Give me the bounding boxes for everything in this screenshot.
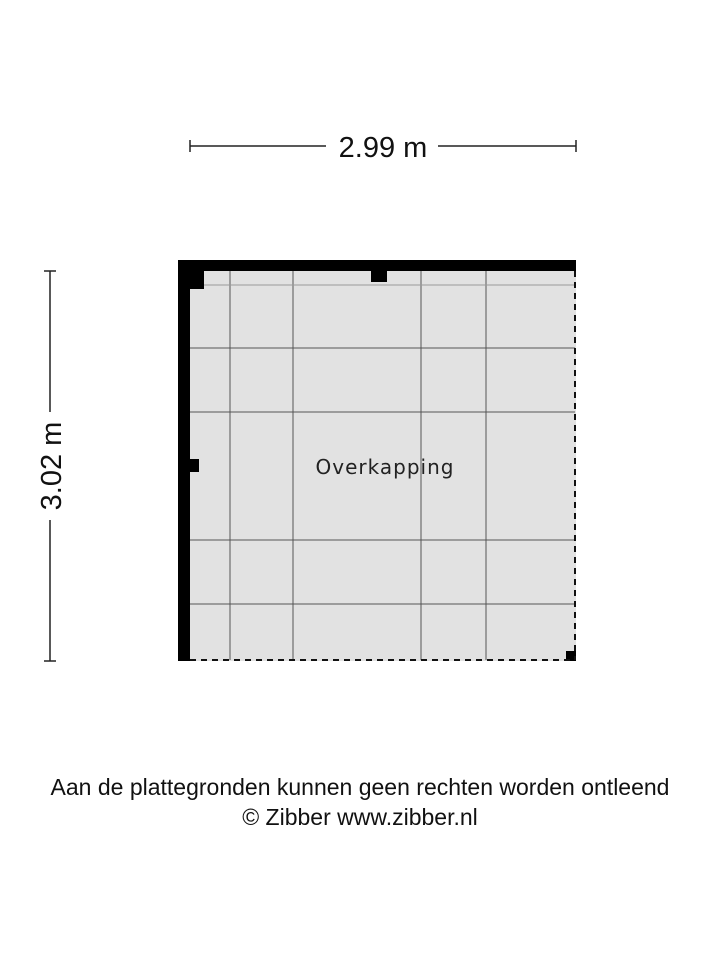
disclaimer-text: Aan de plattegronden kunnen geen rechten worden ontleend [50,774,670,800]
copyright-text: © Zibber www.zibber.nl [242,804,478,830]
corner-post [190,271,204,289]
width-label: 2.99 m [338,132,428,164]
top-post [371,271,387,282]
top-wall [178,260,576,271]
left-post [190,459,199,472]
room-label: Overkapping [315,455,455,479]
left-wall [178,260,190,661]
width-dimension [190,132,576,164]
height-dimension [36,271,68,661]
height-label: 3.02 m [36,421,68,511]
